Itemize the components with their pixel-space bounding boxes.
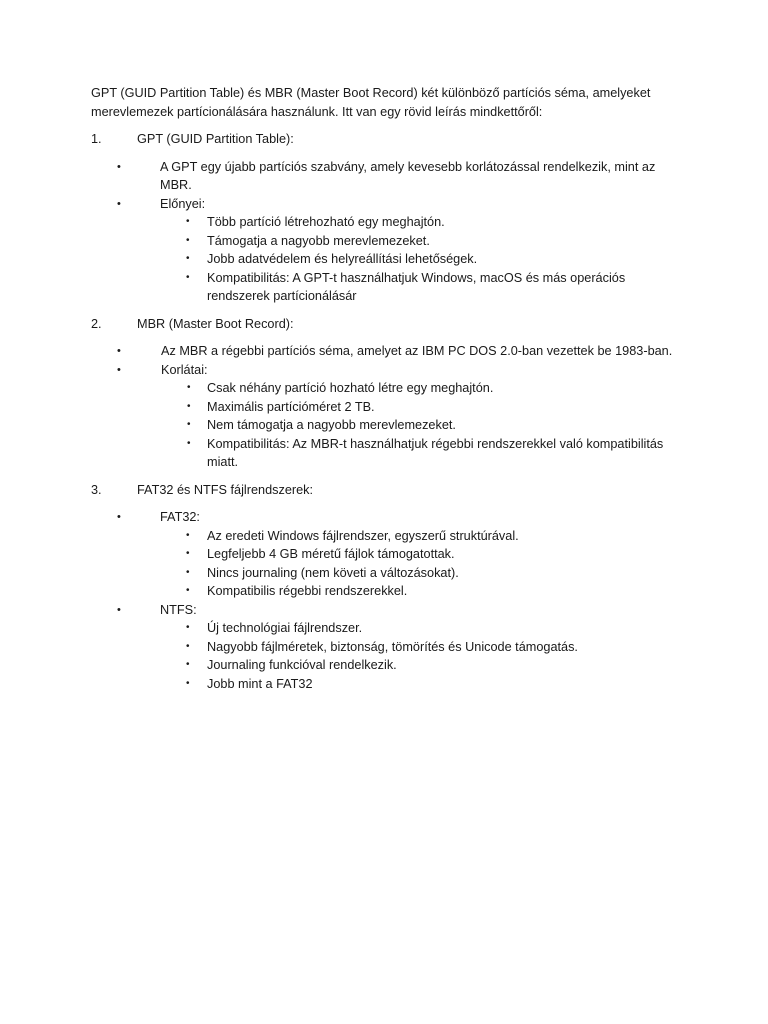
section-heading — [91, 481, 681, 500]
sub-list-item — [160, 545, 681, 564]
sub-bullet-icon: • — [186, 271, 190, 283]
bullet-list — [91, 158, 681, 306]
sub-list-item-text: Nagyobb fájlméretek, biztonság, tömörítés és Unicode támogatás. — [207, 639, 578, 654]
list-item-text: Előnyei: — [160, 196, 206, 211]
sub-bullet-icon: • — [186, 216, 190, 227]
sub-list-item-text: Több partíció létrehozható egy meghajtón. — [207, 215, 445, 229]
section-2 — [91, 315, 681, 472]
list-item — [91, 361, 681, 472]
sub-list-item — [161, 435, 681, 472]
section-heading — [91, 130, 681, 149]
sub-list-item-text: Az eredeti Windows fájlrendszer, egyszerű struktúrával. — [207, 528, 519, 543]
section-3 — [91, 481, 681, 694]
sub-bullet-icon: • — [187, 437, 191, 449]
sub-bullet-icon: • — [186, 585, 190, 596]
sub-list-item — [160, 232, 681, 251]
section-title: GPT (GUID Partition Table): — [137, 132, 294, 146]
list-item — [91, 601, 681, 694]
sub-bullet-list — [160, 619, 681, 693]
sub-bullet-icon: • — [186, 677, 190, 689]
sub-list-item-text: Kompatibilitás: A GPT-t használhatjuk Windows, macOS és más operációs rendszerek partícionálásár — [207, 270, 626, 303]
bullet-icon: • — [117, 603, 121, 616]
sub-bullet-icon: • — [186, 622, 190, 633]
sub-list-item — [160, 527, 681, 546]
sub-bullet-icon: • — [186, 566, 190, 578]
section-title: MBR (Master Boot Record): — [137, 316, 294, 331]
sub-list-item — [161, 398, 681, 417]
list-item — [91, 508, 681, 601]
list-item-text: FAT32: — [160, 510, 200, 524]
sub-bullet-icon: • — [186, 548, 190, 559]
sub-list-item — [160, 619, 681, 638]
sub-bullet-icon: • — [186, 234, 190, 246]
sub-list-item-text: Nincs journaling (nem követi a változásokat). — [207, 565, 459, 580]
section-number: 3. — [91, 482, 102, 497]
sub-bullet-icon: • — [187, 382, 191, 393]
intro-paragraph: GPT (GUID Partition Table) és MBR (Master Boot Record) két különböző partíciós séma, amelyeket merevlemezek partícionálására használunk. Itt van egy rövid leírás mindkettőről: — [91, 86, 651, 119]
sub-list-item-text: Nem támogatja a nagyobb merevlemezeket. — [207, 418, 456, 432]
sub-list-item-text: Új technológiai fájlrendszer. — [207, 621, 363, 635]
bullet-icon: • — [117, 160, 121, 173]
sub-list-item — [160, 564, 681, 583]
list-item-text: Az MBR a régebbi partíciós séma, amelyet az IBM PC DOS 2.0-ban vezettek be 1983-ban. — [161, 344, 673, 358]
sub-list-item — [160, 250, 681, 269]
section-number: 1. — [91, 132, 102, 146]
bullet-list — [91, 508, 681, 693]
document-page — [91, 84, 681, 702]
list-item-text: NTFS: — [160, 602, 197, 617]
section-heading — [91, 315, 681, 334]
bullet-icon: • — [117, 345, 121, 357]
sub-list-item-text: Maximális partícióméret 2 TB. — [207, 399, 375, 414]
sub-list-item-text: Támogatja a nagyobb merevlemezeket. — [207, 233, 430, 248]
sub-list-item — [160, 638, 681, 657]
bullet-list — [91, 342, 681, 472]
list-item — [91, 195, 681, 306]
sub-list-item-text: Journaling funkcióval rendelkezik. — [207, 658, 397, 672]
sub-list-item — [161, 416, 681, 435]
list-item — [91, 342, 681, 361]
list-item-text: A GPT egy újabb partíciós szabvány, amely kevesebb korlátozással rendelkezik, mint az MBR. — [160, 159, 656, 192]
sub-list-item-text: Jobb mint a FAT32 — [207, 676, 313, 691]
sub-list-item — [160, 656, 681, 675]
sections-container — [91, 130, 681, 693]
bullet-icon: • — [117, 363, 121, 376]
sub-list-item-text: Csak néhány partíció hozható létre egy meghajtón. — [207, 381, 494, 395]
sub-bullet-icon: • — [186, 659, 190, 670]
sub-list-item — [160, 582, 681, 601]
sub-bullet-icon: • — [186, 529, 190, 541]
sub-bullet-icon: • — [187, 400, 191, 412]
list-item-text: Korlátai: — [161, 362, 208, 377]
sub-bullet-icon: • — [186, 640, 190, 652]
bullet-icon: • — [117, 197, 121, 210]
sub-bullet-list — [160, 527, 681, 601]
section-title: FAT32 és NTFS fájlrendszerek: — [137, 482, 314, 497]
bullet-icon: • — [117, 511, 121, 523]
list-item — [91, 158, 681, 195]
sub-list-item — [160, 269, 681, 306]
sub-list-item-text: Legfeljebb 4 GB méretű fájlok támogatottak. — [207, 547, 455, 561]
section-number: 2. — [91, 316, 102, 331]
sub-bullet-list — [160, 213, 681, 306]
sub-bullet-list — [161, 379, 681, 472]
sub-list-item-text: Kompatibilis régebbi rendszerekkel. — [207, 584, 408, 598]
section-1 — [91, 130, 681, 306]
sub-bullet-icon: • — [186, 253, 190, 264]
sub-list-item-text: Kompatibilitás: Az MBR-t használhatjuk régebbi rendszerekkel való kompatibilitás miatt. — [207, 436, 664, 469]
sub-list-item — [160, 675, 681, 694]
sub-bullet-icon: • — [187, 419, 191, 430]
sub-list-item — [160, 213, 681, 232]
sub-list-item-text: Jobb adatvédelem és helyreállítási lehetőségek. — [207, 252, 478, 266]
sub-list-item — [161, 379, 681, 398]
